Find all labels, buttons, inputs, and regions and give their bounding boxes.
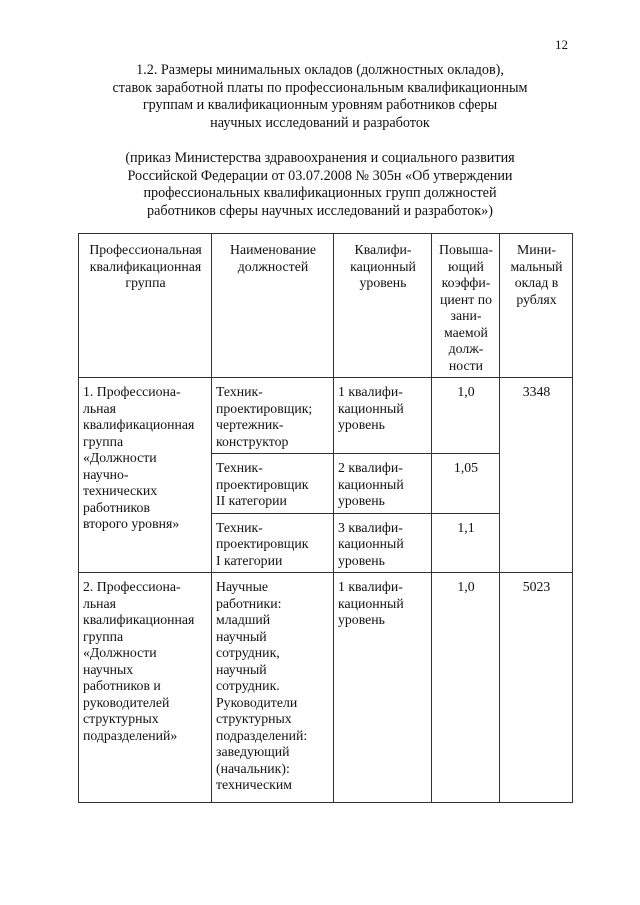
order-reference — [0, 150, 640, 220]
coefficient-cell: 1,05 — [432, 454, 500, 514]
position-cell: Техник- проектировщик; чертежник- конструктор — [212, 378, 334, 454]
heading-line: 1.2. Размеры минимальных окладов (должностных окладов), — [136, 62, 504, 78]
qualification-level-cell: 1 квалифи- кационный уровень — [334, 378, 432, 454]
position-cell: Техник- проектировщик II категории — [212, 454, 334, 514]
heading-line: научных исследований и разработок — [210, 114, 430, 131]
qualification-level-cell: 2 квалифи- кационный уровень — [334, 454, 432, 514]
table-row — [79, 378, 573, 454]
salary-table — [78, 233, 573, 803]
header-minimum-salary: Мини- мальный оклад в рублях — [500, 234, 573, 378]
header-qualification-level: Квалифи- кационный уровень — [334, 234, 432, 378]
header-coefficient: Повыша- ющий коэффи- циент по зани- маемой долж- ности — [432, 234, 500, 378]
coefficient-cell: 1,1 — [432, 513, 500, 573]
order-reference-line: профессиональных квалификационных групп должностей — [143, 185, 497, 202]
minimum-salary-cell: 5023 — [500, 573, 573, 803]
coefficient-cell: 1,0 — [432, 573, 500, 803]
heading-line: ставок заработной платы по профессиональным квалификационным — [112, 79, 528, 96]
qualification-level-cell: 3 квалифи- кационный уровень — [334, 513, 432, 573]
order-reference-line: работников сферы научных исследований и разработок») — [147, 202, 493, 219]
professional-group-cell: 2. Профессиона- льная квалификационная группа «Должности научных работников и руководителей структурных подразделений» — [79, 573, 212, 803]
qualification-level-cell: 1 квалифи- кационный уровень — [334, 573, 432, 803]
table-header-row — [79, 234, 573, 378]
header-position-name: Наименование должностей — [212, 234, 334, 378]
order-reference-line: Российской Федерации от 03.07.2008 № 305н «Об утверждении — [127, 167, 513, 184]
header-professional-group: Профессиональная квалификационная группа — [79, 234, 212, 378]
coefficient-cell: 1,0 — [432, 378, 500, 454]
section-heading — [0, 62, 640, 132]
position-cell: Техник- проектировщик I категории — [212, 513, 334, 573]
order-reference-line: (приказ Министерства здравоохранения и социального развития — [125, 150, 515, 166]
table-row — [79, 573, 573, 803]
page-number: 12 — [555, 37, 568, 52]
professional-group-cell: 1. Профессиона- льная квалификационная группа «Должности научно- технических работников второго уровня» — [79, 378, 212, 573]
heading-line: группам и квалификационным уровням работников сферы — [142, 97, 498, 114]
minimum-salary-cell: 3348 — [500, 378, 573, 573]
position-cell: Научные работники: младший научный сотрудник, научный сотрудник. Руководители структурных подразделений: заведующий (начальник): техническим — [212, 573, 334, 803]
